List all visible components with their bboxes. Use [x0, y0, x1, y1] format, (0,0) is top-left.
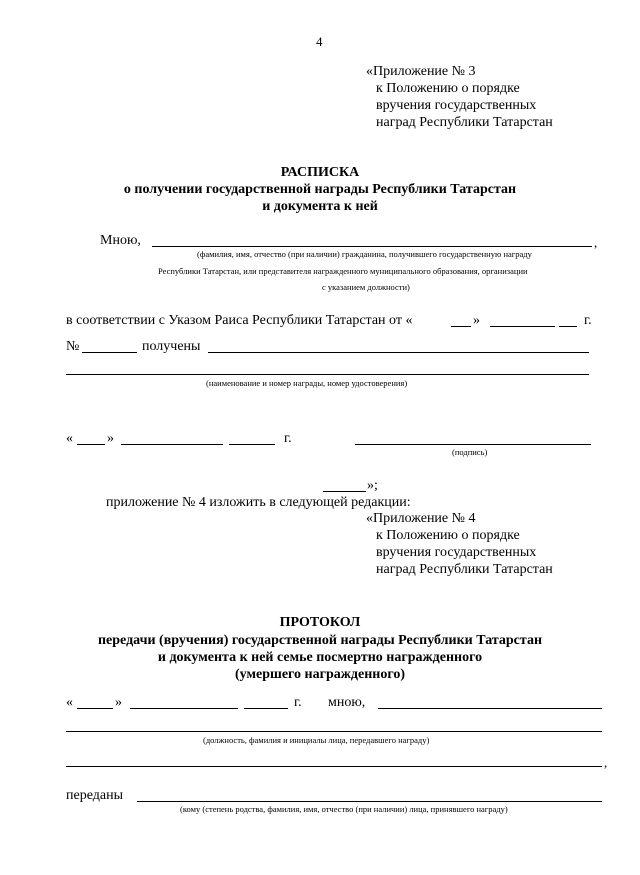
protocol-date-year-field[interactable] — [244, 708, 288, 709]
appendix-3-line-4: наград Республики Татарстан — [376, 115, 553, 130]
receipt-decree-year-field[interactable] — [559, 326, 577, 327]
receipt-subtitle-2: и документа к ней — [262, 199, 378, 214]
protocol-subtitle-1: передачи (вручения) государственной награды Республики Татарстан — [97, 633, 543, 648]
protocol-caption-person: (должность, фамилия и инициалы лица, передавшего награду) — [203, 735, 430, 745]
protocol-recipient-field[interactable] — [137, 801, 602, 802]
protocol-me-field[interactable] — [378, 708, 602, 709]
receipt-received-label: получены — [142, 339, 201, 354]
receipt-date-year-field[interactable] — [229, 444, 275, 445]
receipt-number-field[interactable] — [82, 352, 137, 353]
appendix-3-line-2: к Положению о порядке — [376, 81, 520, 96]
receipt-date-day-field[interactable] — [77, 444, 105, 445]
receipt-subtitle-1: о получении государственной награды Республики Татарстан — [123, 182, 517, 197]
receipt-caption-signature: (подпись) — [452, 447, 488, 457]
protocol-extra-field[interactable] — [66, 766, 602, 767]
receipt-closing-field[interactable] — [323, 491, 366, 492]
receipt-caption-1: (фамилия, имя, отчество (при наличии) гражданина, получившего государственную награду — [197, 249, 532, 259]
receipt-decree-month-field[interactable] — [490, 326, 555, 327]
receipt-comma: , — [594, 235, 598, 250]
protocol-person-field[interactable] — [66, 731, 602, 732]
protocol-date-open: « — [66, 695, 73, 710]
receipt-award-field[interactable] — [66, 374, 589, 375]
receipt-caption-3: с указанием должности) — [322, 282, 410, 292]
protocol-title: ПРОТОКОЛ — [279, 615, 361, 630]
receipt-date-year-label: г. — [284, 431, 292, 446]
appendix-4-line-3: вручения государственных — [376, 545, 537, 560]
receipt-decree-text: в соответствии с Указом Раиса Республики Татарстан от « — [66, 313, 413, 328]
receipt-decree-quote-close: » — [473, 313, 480, 328]
protocol-subtitle-2: и документа к ней семье посмертно награжденного — [157, 650, 483, 665]
page-number: 4 — [316, 34, 323, 49]
instruction-text: приложение № 4 изложить в следующей редакции: — [106, 495, 411, 510]
receipt-decree-year-label: г. — [584, 313, 592, 328]
protocol-subtitle-3: (умершего награжденного) — [234, 667, 406, 682]
receipt-title: РАСПИСКА — [280, 165, 360, 180]
receipt-date-close: » — [107, 431, 114, 446]
appendix-3-line-1: «Приложение № 3 — [366, 64, 476, 79]
receipt-signature-field[interactable] — [355, 444, 591, 445]
receipt-date-month-field[interactable] — [121, 444, 223, 445]
appendix-3-header — [366, 63, 553, 131]
receipt-number-label: № — [66, 339, 80, 354]
receipt-closing: »; — [367, 478, 378, 493]
appendix-3-line-3: вручения государственных — [376, 98, 537, 113]
receipt-received-field[interactable] — [208, 352, 589, 353]
appendix-4-header — [366, 510, 553, 578]
receipt-caption-award: (наименование и номер награды, номер удостоверения) — [206, 378, 408, 388]
protocol-date-month-field[interactable] — [130, 708, 238, 709]
protocol-me-label: мною, — [328, 695, 366, 710]
receipt-name-field[interactable] — [152, 246, 592, 247]
appendix-4-line-4: наград Республики Татарстан — [376, 562, 553, 577]
receipt-decree-day-field[interactable] — [451, 326, 471, 327]
receipt-me-label: Мною, — [100, 233, 141, 248]
receipt-date-open: « — [66, 431, 73, 446]
protocol-date-day-field[interactable] — [77, 708, 113, 709]
protocol-caption-recipient: (кому (степень родства, фамилия, имя, отчество (при наличии) лица, принявшего награду) — [180, 804, 508, 814]
protocol-date-year-label: г. — [294, 695, 302, 710]
protocol-date-close: » — [115, 695, 122, 710]
protocol-comma: , — [604, 755, 608, 770]
appendix-4-line-1: «Приложение № 4 — [366, 511, 476, 526]
appendix-4-line-2: к Положению о порядке — [376, 528, 520, 543]
receipt-caption-2: Республики Татарстан, или представителя награжденного муниципального образования, организации — [158, 266, 528, 276]
protocol-transferred-label: переданы — [66, 788, 123, 803]
